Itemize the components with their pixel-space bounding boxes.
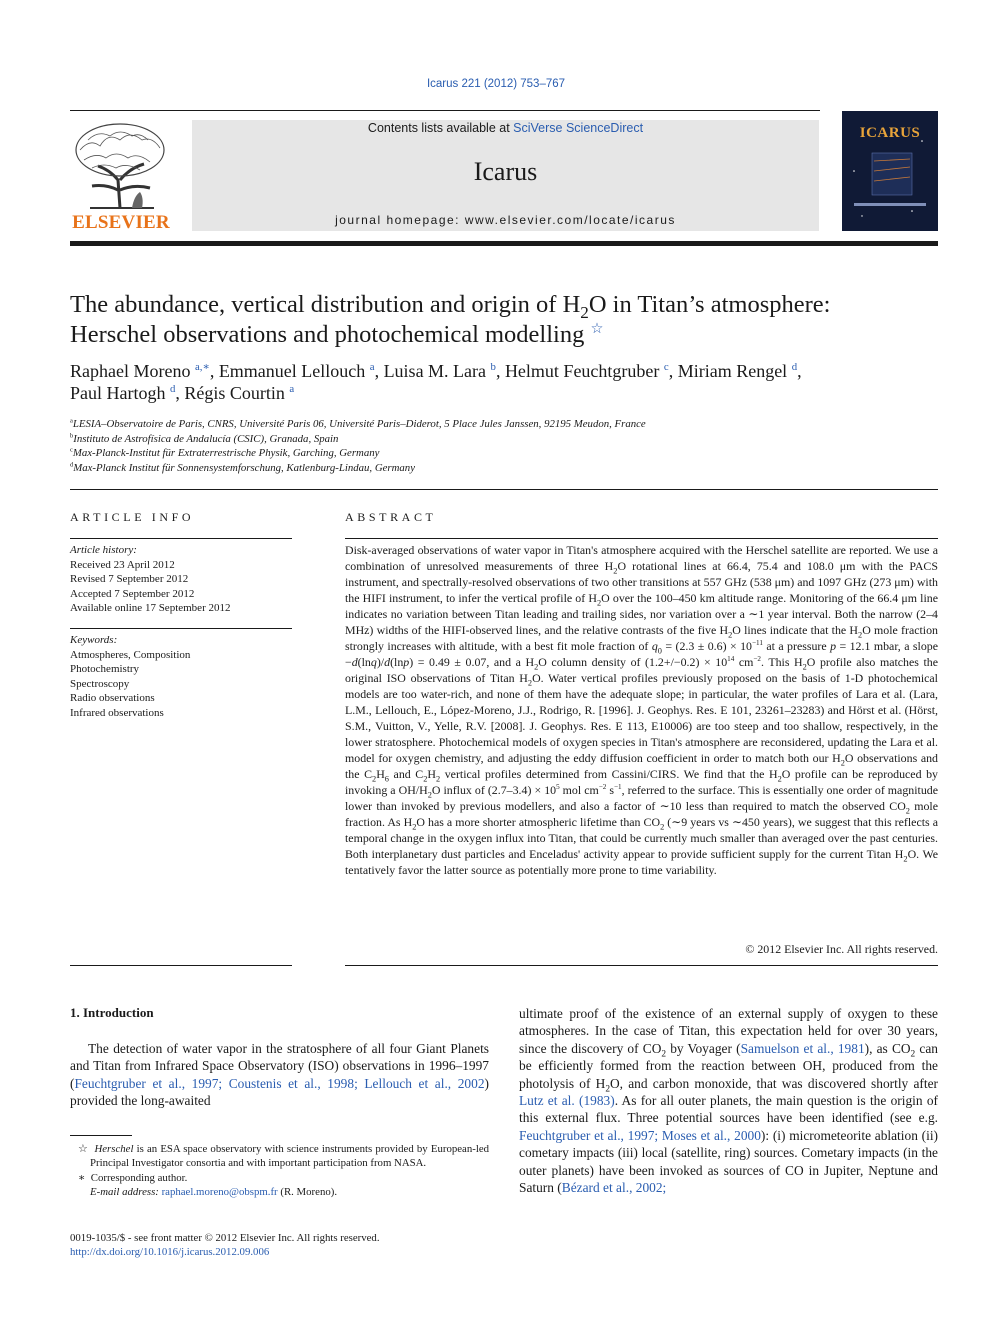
doi-link[interactable]: http://dx.doi.org/10.1016/j.icarus.2012.09.006 bbox=[70, 1246, 270, 1259]
contents-line: Contents lists available at SciVerse ScienceDirect bbox=[367, 121, 644, 135]
citation-link[interactable]: Bézard et al., 2002; bbox=[561, 1180, 667, 1196]
keyword: Atmospheres, Composition bbox=[70, 648, 191, 661]
history-item: Revised 7 September 2012 bbox=[70, 573, 189, 585]
article-title: The abundance, vertical distribution and origin of $H_2O$ in Titan’s atmosphere: Herschel observations and photochemical modelling ☆ bbox=[70, 291, 831, 348]
abstract-rule bbox=[345, 965, 938, 966]
affiliation: $^a$LESIA–Observatoire de Paris, CNRS, Université Paris 06, Université Paris–Diderot, 5 Place Jules Janssen, 92195 Meudon, France bbox=[70, 417, 646, 430]
affiliation: $^b$Instituto de Astrofísica de Andalucía (CSIC), Granada, Spain bbox=[70, 431, 339, 445]
author[interactable]: Raphael Moreno $^{a,∗}$ bbox=[70, 361, 210, 381]
sciencedirect-link[interactable]: SciVerse ScienceDirect bbox=[513, 121, 644, 135]
author[interactable]: Emmanuel Lellouch $^a$ bbox=[218, 361, 375, 381]
copyright-notice: © 2012 Elsevier Inc. All rights reserved. bbox=[745, 942, 938, 956]
journal-citation[interactable]: Icarus 221 (2012) 753–767 bbox=[426, 78, 566, 90]
title-footnote-mark[interactable]: ☆ bbox=[590, 320, 604, 337]
history-item: Available online 17 September 2012 bbox=[70, 602, 231, 614]
footnote-email: E-mail address: raphael.moreno@obspm.fr (R. Moreno). bbox=[90, 1185, 338, 1198]
section-rule bbox=[70, 489, 938, 490]
bottom-info bbox=[70, 1231, 570, 1260]
author[interactable]: Luisa M. Lara $^b$ bbox=[383, 361, 496, 381]
footnote-corresponding: ∗ Corresponding author. bbox=[78, 1171, 188, 1184]
author[interactable]: Helmut Feuchtgruber $^c$ bbox=[504, 361, 669, 381]
footnote-rule bbox=[70, 1135, 132, 1136]
affiliation: $^d$Max-Planck Institut für Sonnensystemforschung, Katlenburg-Lindau, Germany bbox=[70, 460, 415, 474]
elsevier-wordmark: ELSEVIER bbox=[72, 212, 170, 233]
citation-link[interactable]: Lutz et al. (1983) bbox=[519, 1093, 615, 1109]
author[interactable]: Miriam Rengel $^d$ bbox=[677, 361, 798, 381]
article-history: Article history: Received 23 April 2012 Revised 7 September 2012 Accepted 7 September 2012 Available online 17 September 2012 bbox=[70, 543, 292, 616]
author-list: Raphael Moreno $^{a,∗}$, Emmanuel Lellouch $^a$, Luisa M. Lara $^b$, Helmut Feuchtgruber $^c$, Miriam Rengel $^d$, Paul Hartogh $^d$, Régis Courtin $^a$ bbox=[70, 361, 802, 403]
header-thick-rule bbox=[70, 241, 938, 246]
keyword: Photochemistry bbox=[70, 663, 140, 675]
affiliation: $^c$Max-Planck-Institut für Extraterrestrische Physik, Garching, Germany bbox=[70, 446, 380, 459]
abstract-text: Disk-averaged observations of water vapor in Titan's atmosphere acquired with the Herschel satellite are reported. We use a combination of unresolved measurements of three $H_2O$ rotational lines at 66.4, 75.4 and 108.0 μm with the PACS instrument, and spectrally-resolved observations of two other transitions at 557 GHz (538 μm) and 1097 GHz (273 μm) with the HIFI instrument, to infer the vertical profile of $H_2O$ over the 100–450 km altitude range. Monitoring of the 66.4 μm line indicates no variation between Titan leading and trailing sides, nor variation over a ∼1 year interval. Both the narrow (2–4 MHz) widths of the HIFI-observed lines, and the relative contrasts of the five $H_2O$ lines indicate that the $H_2O$ mole fraction strongly increases with altitude, with a best fit mole fraction of $q_0 = (2.3 \pm 0.6) \times 10^{-11}$ at a pressure p = 12.1 mbar, a slope −d(lnq)/d(lnp) = 0.49 ± 0.07, and a $H_2O$ column density of $(1.2+/-0.2) \times 10^{14}$ $cm^{-2}$. This $H_2O$ profile also matches the original ISO observations of Titan $H_2O$. Water vertical profiles previously proposed on the basis of 1-D photochemical models are too water-rich, and none of them have the adequate slope; in particular, the water profiles of Lara et al. (Lara, L.M., Lellouch, E., López-Moreno, J.J., Rodrigo, R. [1996]. J. Geophys. Res. E 101, 23261–23283) and Hörst et al. (Hörst, S.M., Vuitton, V., Yelle, R.V. [2008]. J. Geophys. Res. E 113, E10006) are too steep and too shallow, respectively, in the lower stratosphere. Photochemical models of oxygen species in Titan's atmosphere are reconsidered, updating the Lara et al. model for oxygen chemistry, and adjusting the eddy diffusion coefficient in order to match both our $H_2O$ observations and the $C_2H_6$ and $C_2H_2$ vertical profiles determined from Cassini/CIRS. We find that the $H_2O$ profile can be reproduced by invoking a $OH/H_2O$ influx of $(2.7-3.4) \times 10^5$ mol $cm^{-2}$ $s^{-1}$, referred to the surface. This is essentially one order of magnitude lower than invoked by previous modellers, and also a factor of ∼10 less than required to match the observed $CO_2$ mole fraction. As $H_2O$ has a more shorter atmospheric lifetime than $CO_2$ (∼9 years vs ∼450 years), we suggest that this reflects a temporal change in the oxygen influx into Titan, that could be currently much smaller than averaged over the past centuries. Both interplanetary dust particles and Enceladus' activity appear to provide sufficient supply for the current Titan $H_2O$. We tentatively favor the latter source as potentially more prone to time variability. bbox=[345, 543, 939, 877]
intro-paragraph-left: The detection of water vapor in the stratosphere of all four Giant Planets and Titan from Infrared Space Observatory (ISO) observations in 1996–1997 (Feuchtgruber et al., 1997; Coustenis et al., 1998; Lellouch et al., 2002) provided the long-awaited bbox=[70, 1041, 489, 1109]
keyword: Infrared observations bbox=[70, 706, 164, 719]
citation-link[interactable]: Feuchtgruber et al., 1997; Moses et al., 2000 bbox=[519, 1127, 761, 1143]
intro-paragraph-right: ultimate proof of the existence of an external supply of oxygen to these atmospheres. In the case of Titan, this expectation held for over 30 years, since the discovery of $CO_2$ by Voyager (Samuelson et al., 1981), as $CO_2$ can be efficiently formed from the reaction between OH, produced from the photolysis of $H_2O$, and carbon monoxide, that was discovered shortly after Lutz et al. (1983). As for all outer planets, the main question is the origin of this external flux. Three potential sources have been identified (see e.g. Feuchtgruber et al., 1997; Moses et al., 2000): (i) micrometeorite ablation (ii) cometary impacts (iii) local (satellite, ring) sources. Cometary impacts (in the outer planets) have been invoked as sources of CO in Jupiter, Neptune and Saturn (Bézard et al., 2002; bbox=[519, 1006, 938, 1196]
top-rule bbox=[70, 110, 820, 111]
author[interactable]: Régis Courtin $^a$ bbox=[184, 383, 295, 403]
journal-name: Icarus bbox=[473, 157, 538, 186]
citation-link[interactable]: Samuelson et al., 1981 bbox=[740, 1040, 865, 1056]
email-link[interactable]: raphael.moreno@obspm.fr bbox=[161, 1185, 278, 1198]
abstract-heading: ABSTRACT bbox=[345, 510, 437, 524]
homepage-url[interactable]: www.elsevier.com/locate/icarus bbox=[464, 213, 676, 227]
journal-cover bbox=[842, 111, 938, 231]
journal-homepage: journal homepage: www.elsevier.com/locate/icarus bbox=[335, 213, 676, 227]
author[interactable]: Paul Hartogh $^d$ bbox=[70, 383, 176, 403]
info-rule bbox=[70, 965, 292, 966]
cover-title: ICARUS bbox=[859, 125, 921, 141]
keyword: Radio observations bbox=[70, 692, 155, 704]
history-item: Received 23 April 2012 bbox=[70, 558, 175, 571]
info-rule bbox=[70, 538, 292, 539]
intro-heading: 1. Introduction bbox=[70, 1005, 154, 1020]
keyword: Spectroscopy bbox=[70, 677, 130, 690]
keywords: Keywords: Atmospheres, Composition Photochemistry Spectroscopy Radio observations Infrared observations bbox=[70, 633, 292, 720]
article-info-heading: ARTICLE INFO bbox=[70, 510, 195, 524]
affiliations bbox=[70, 417, 938, 475]
info-rule bbox=[70, 628, 292, 629]
footnotes bbox=[70, 1142, 489, 1199]
footnote-herschel: ☆ Herschel is an ESA space observatory with science instruments provided by European-led Principal Investigator consortia and with important participation from NASA. bbox=[78, 1143, 490, 1170]
citation-link[interactable]: Feuchtgruber et al., 1997; Coustenis et al., 1998; Lellouch et al., 2002 bbox=[74, 1075, 485, 1091]
abstract-rule bbox=[345, 538, 938, 539]
issn-line: 0019-1035/$ - see front matter © 2012 Elsevier Inc. All rights reserved. bbox=[70, 1232, 380, 1244]
history-item: Accepted 7 September 2012 bbox=[70, 587, 195, 600]
